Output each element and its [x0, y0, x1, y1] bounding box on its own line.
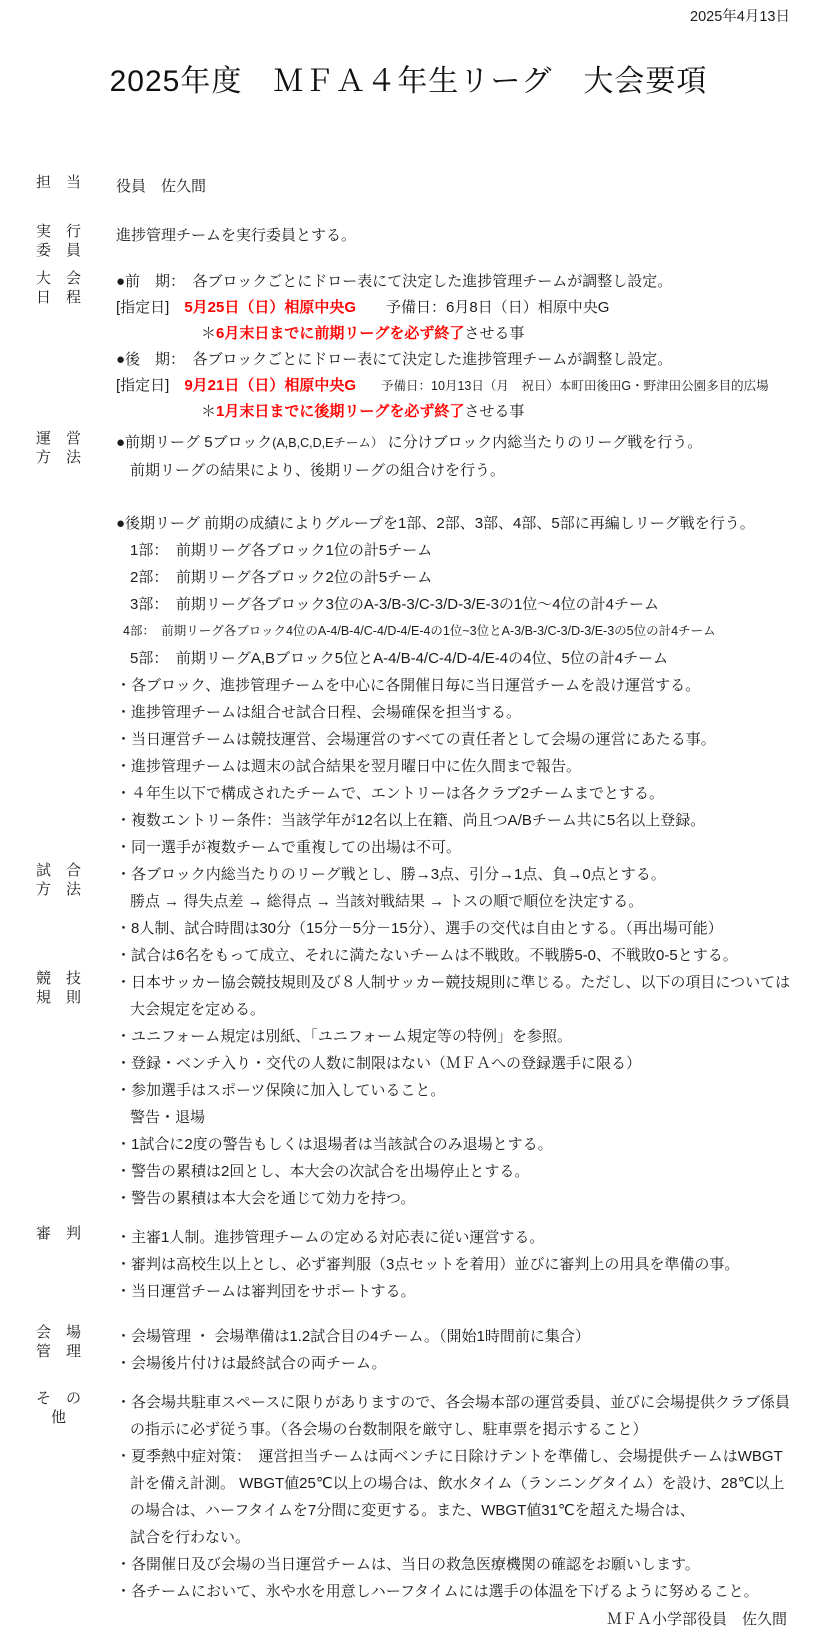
- shiai-line: ・試合は6名をもって成立、それに満たないチームは不戦敗。不戦勝5-0、不戦敗0-5とする。: [116, 947, 738, 964]
- section-label-taikai-nittei: 大 会 日 程: [36, 270, 82, 306]
- section-label-jikko-iin: 実 行 委 員: [36, 223, 82, 259]
- document-date: 2025年4月13日: [690, 9, 790, 25]
- kaijo-line: ・会場管理 ・ 会場準備は1.2試合目の4チーム。（開始1時間前に集合）: [116, 1328, 590, 1345]
- section-tanto: [0, 173, 817, 200]
- unei-note-line: ・同一選手が複数チームで重複しての出場は不可。: [116, 839, 462, 856]
- kyogi-keikoku-taijo-heading: 警告・退場: [130, 1109, 206, 1126]
- sonota-line: ・各開催日及び会場の当日運営チームは、当日の救急医療機関の確認をお願いします。: [116, 1556, 700, 1573]
- shinpan-line: ・主審1人制。進捗管理チームの定める対応表に従い運営する。: [116, 1229, 545, 1246]
- section-sonota: [0, 1389, 817, 1605]
- zenki-deadline-highlight: 6月末日までに前期リーグを必ず終了: [216, 325, 465, 342]
- sonota-line: 計を備え計測。 WBGT値25℃以上の場合は、飲水タイム（ランニングタイム）を設け、28℃以上: [130, 1475, 785, 1492]
- unei-note-line: ・進捗管理チームは週末の試合結果を翌月曜日中に佐久間まで報告。: [116, 758, 582, 775]
- shinpan-line: ・審判は高校生以上とし、必ず審判服（3点セットを着用）並びに審判上の用具を準備の事。: [116, 1256, 740, 1273]
- shiai-line: ・8人制、試合時間は30分（15分－5分－15分）、選手の交代は自由とする。（再出場可能）: [116, 920, 723, 937]
- unei-zenki-result-line: 前期リーグの結果により、後期リーグの組合けを行う。: [130, 462, 506, 479]
- section-label-shiai-hoho: 試 合 方 法: [36, 862, 82, 898]
- section-unei-hoho: [0, 429, 817, 861]
- signature: ＭＦＡ小学部役員 佐久間: [606, 1611, 787, 1628]
- section-taikai-nittei: [0, 269, 817, 425]
- section-label-unei-hoho: 運 営 方 法: [36, 430, 82, 466]
- sonota-line: ・各会場共駐車スペースに限りがありますので、各会場本部の運営委員、並びに会場提供クラブ係員: [116, 1394, 790, 1411]
- taikai-zenki-deadline-line: ＊6月末日までに前期リーグを必ず終了させる事: [201, 325, 525, 342]
- kyogi-line: ・1試合に2度の警告もしくは退場者は当該試合のみ退場とする。: [116, 1136, 553, 1153]
- unei-note-line: ・４年生以下で構成されたチームで、エントリーは各クラブ2チームまでとする。: [116, 785, 665, 802]
- section-kaijo-kanri: [0, 1323, 817, 1377]
- unei-division2-line: 2部： 前期リーグ各ブロック2位の計5チーム: [130, 569, 433, 586]
- sonota-line: ・各チームにおいて、氷や水を用意しハーフタイムには選手の体温を下げるように努めること。: [116, 1583, 759, 1600]
- kyogi-line: ・参加選手はスポーツ保険に加入していること。: [116, 1082, 446, 1099]
- sonota-line: の指示に必ず従う事。（各会場の台数制限を厳守し、駐車票を掲示すること）: [130, 1421, 648, 1438]
- shinpan-line: ・当日運営チームは審判団をサポートする。: [116, 1283, 416, 1300]
- kyogi-line: 大会規定を定める。: [130, 1001, 266, 1018]
- tanto-content: 役員 佐久間: [116, 178, 207, 195]
- section-shinpan: [0, 1224, 817, 1305]
- section-label-sonota: そ の 他: [36, 1390, 82, 1426]
- section-kyogi-kisoku: [0, 969, 817, 1212]
- unei-division1-line: 1部： 前期リーグ各ブロック1位の計5チーム: [130, 542, 433, 559]
- section-label-kyogi-kisoku: 競 技 規 則: [36, 970, 82, 1006]
- zenki-date-highlight: 5月25日（日）相原中央G: [184, 299, 357, 316]
- shiai-line: 勝点 → 得失点差 → 総得点 → 当該対戦結果 → トスの順で順位を決定する。: [130, 893, 644, 910]
- sonota-line: ・夏季熱中症対策： 運営担当チームは両ベンチに日除けテントを準備し、会場提供チームはWBGT: [116, 1448, 783, 1465]
- kyogi-line: ・登録・ベンチ入り・交代の人数に制限はない（ＭＦＡへの登録選手に限る）: [116, 1055, 642, 1072]
- unei-note-line: ・各ブロック、進捗管理チームを中心に各開催日毎に当日運営チームを設け運営する。: [116, 677, 701, 694]
- section-shiai-hoho: [0, 861, 817, 969]
- sonota-line: 試合を行わない。: [130, 1529, 251, 1546]
- taikai-kouki-deadline-line: ＊1月末日までに後期リーグを必ず終了させる事: [201, 403, 525, 420]
- unei-zenki-league-line: ●前期リーグ 5ブロック(A,B,C,D,Eチーム） に分けブロック内総当たりのリーグ戦を行う。: [116, 434, 703, 451]
- page-title: 2025年度 ＭＦＡ４年生リーグ 大会要項: [109, 65, 708, 98]
- taikai-zenki-line: ●前 期： 各ブロックごとにドロー表にて決定した進捗管理チームが調整し設定。: [116, 273, 673, 290]
- unei-division4-line: 4部： 前期リーグ各ブロック4位のA-4/B-4/C-4/D-4/E-4の1位~3位とA-3/B-3/C-3/D-3/E-3の5位の計4チーム: [123, 624, 716, 638]
- unei-note-line: ・進捗管理チームは組合せ試合日程、会場確保を担当する。: [116, 704, 522, 721]
- section-label-kaijo-kanri: 会 場 管 理: [36, 1324, 82, 1360]
- section-label-tanto: 担 当: [36, 174, 82, 191]
- sonota-line: の場合は、ハーフタイムを7分間に変更する。また、WBGT値31℃を超えた場合は、: [130, 1502, 695, 1519]
- unei-division3-line: 3部： 前期リーグ各ブロック3位のA-3/B-3/C-3/D-3/E-3の1位～4位の計4チーム: [130, 596, 659, 613]
- spacer: [116, 484, 817, 510]
- kyogi-line: ・警告の累積は2回とし、本大会の次試合を出場停止とする。: [116, 1163, 530, 1180]
- taikai-kouki-line: ●後 期： 各ブロックごとにドロー表にて決定した進捗管理チームが調整し設定。: [116, 351, 673, 368]
- unei-kouki-league-line: ●後期リーグ 前期の成績によりグループを1部、2部、3部、4部、5部に再編しリーグ戦を行う。: [116, 515, 755, 532]
- kaijo-line: ・会場後片付けは最終試合の両チーム。: [116, 1355, 387, 1372]
- kouki-deadline-highlight: 1月末日までに後期リーグを必ず終了: [216, 403, 465, 420]
- kyogi-line: ・警告の累積は本大会を通じて効力を持つ。: [116, 1190, 416, 1207]
- taikai-zenki-shitei-line: [指定日] 5月25日（日）相原中央G 予備日：6月8日（日）相原中央G: [116, 299, 610, 316]
- unei-division5-line: 5部： 前期リーグA,Bブロック5位とA-4/B-4/C-4/D-4/E-4の4位、5位の計4チーム: [130, 650, 669, 667]
- taikai-kouki-shitei-line: [指定日] 9月21日（日）相原中央G 予備日：10月13日（月 祝日）本町田後田G・野津田公園多目的広場: [116, 377, 769, 394]
- unei-note-line: ・当日運営チームは競技運営、会場運営のすべての責任者として会場の運営にあたる事。: [116, 731, 716, 748]
- unei-note-line: ・複数エントリー条件：当該学年が12名以上在籍、尚且つA/Bチーム共に5名以上登録。: [116, 812, 706, 829]
- jikko-content: 進捗管理チームを実行委員とする。: [116, 227, 357, 244]
- section-jikko-iin: [0, 222, 817, 259]
- kyogi-line: ・ユニフォーム規定は別紙、「ユニフォーム規定等の特例」を参照。: [116, 1028, 573, 1045]
- kouki-date-highlight: 9月21日（日）相原中央G: [184, 377, 357, 394]
- kyogi-line: ・日本サッカー協会競技規則及び８人制サッカー競技規則に準じる。ただし、以下の項目については: [116, 974, 791, 991]
- shiai-line: ・各ブロック内総当たりのリーグ戦とし、勝→3点、引分→1点、負→0点とする。: [116, 866, 666, 883]
- section-label-shinpan: 審 判: [36, 1225, 82, 1242]
